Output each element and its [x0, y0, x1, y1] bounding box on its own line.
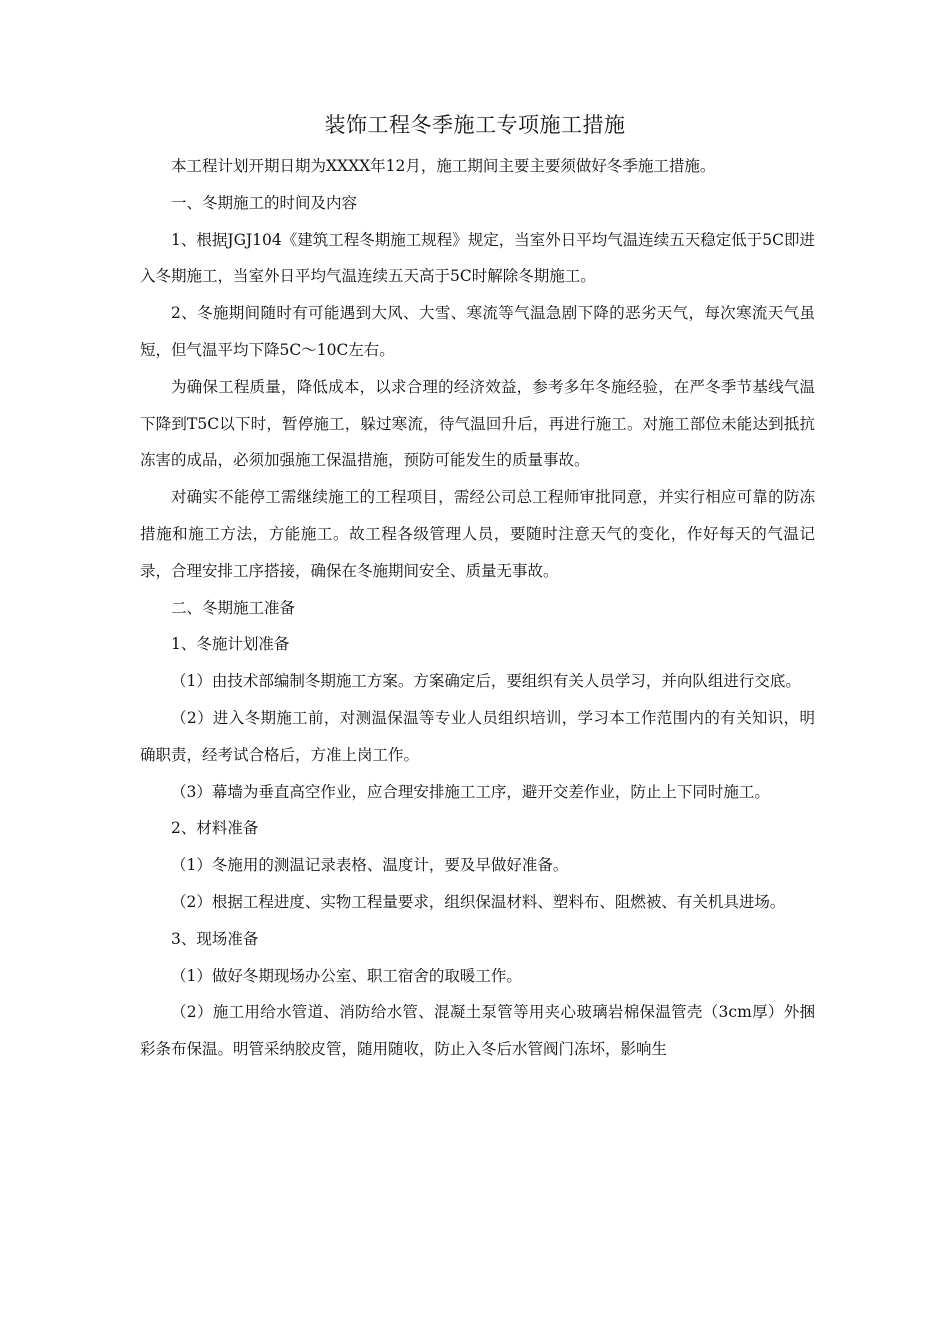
- document-body: [140, 148, 815, 1068]
- list-item-plan-1: （1）由技术部编制冬期施工方案。方案确定后，要组织有关人员学习，并向队组进行交底。: [171, 672, 801, 691]
- paragraph-quality: 为确保工程质量，降低成本，以求合理的经济效益，参考多年冬施经验，在严冬季节基线气温下降到T5C以下时，暂停施工，躲过寒流，待气温回升后，再进行施工。对施工部位未能达到抵抗冻害的成品，必须加强施工保温措施，预防可能发生的质量事故。: [140, 377, 815, 470]
- list-item-material-1: （1）冬施用的测温记录表格、温度计，要及早做好准备。: [171, 856, 569, 875]
- document-title: 装饰工程冬季施工专项施工措施: [324, 113, 626, 137]
- list-item-site-1: （1）做好冬期现场办公室、职工宿舍的取暖工作。: [171, 966, 522, 985]
- paragraph-1-1: 1、根据JGJ104《建筑工程冬期施工规程》规定，当室外日平均气温连续五天稳定低于5C即进入冬期施工，当室外日平均气温连续五天高于5C时解除冬期施工。: [140, 230, 815, 286]
- heading-section-2: 二、冬期施工准备: [171, 598, 296, 617]
- heading-material-prep: 2、材料准备: [171, 819, 259, 838]
- heading-section-1: 一、冬期施工的时间及内容: [171, 193, 358, 212]
- paragraph-intro: 本工程计划开期日期为XXXX年12月，施工期间主要主要须做好冬季施工措施。: [171, 157, 716, 175]
- list-item-plan-2: （2）进入冬期施工前，对测温保温等专业人员组织培训，学习本工作范围内的有关知识，明确职责，经考试合格后，方准上岗工作。: [140, 708, 815, 764]
- list-item-plan-3: （3）幕墙为垂直高空作业，应合理安排施工工序，避开交差作业，防止上下同时施工。: [171, 782, 770, 801]
- paragraph-1-2: 2、冬施期间随时有可能遇到大风、大雪、寒流等气温急剧下降的恶劣天气，每次寒流天气虽短，但气温平均下降5C〜10C左右。: [140, 304, 815, 359]
- heading-plan-prep: 1、冬施计划准备: [171, 635, 290, 654]
- heading-site-prep: 3、现场准备: [171, 929, 259, 948]
- list-item-material-2: （2）根据工程进度、实物工程量要求，组织保温材料、塑料布、阻燃被、有关机具进场。: [171, 892, 786, 911]
- list-item-site-2: （2）施工用给水管道、消防给水管、混凝土泵管等用夹心玻璃岩棉保温管壳（3cm厚）外捆彩条布保温。明管采纳胶皮管，随用随收，防止入冬后水管阀门冻坏，影响生: [140, 1003, 815, 1059]
- paragraph-continue-work: 对确实不能停工需继续施工的工程项目，需经公司总工程师审批同意，并实行相应可靠的防冻措施和施工方法，方能施工。故工程各级管理人员，要随时注意天气的变化，作好每天的气温记录，合理安排工序搭接，确保在冬施期间安全、质量无事故。: [140, 488, 815, 580]
